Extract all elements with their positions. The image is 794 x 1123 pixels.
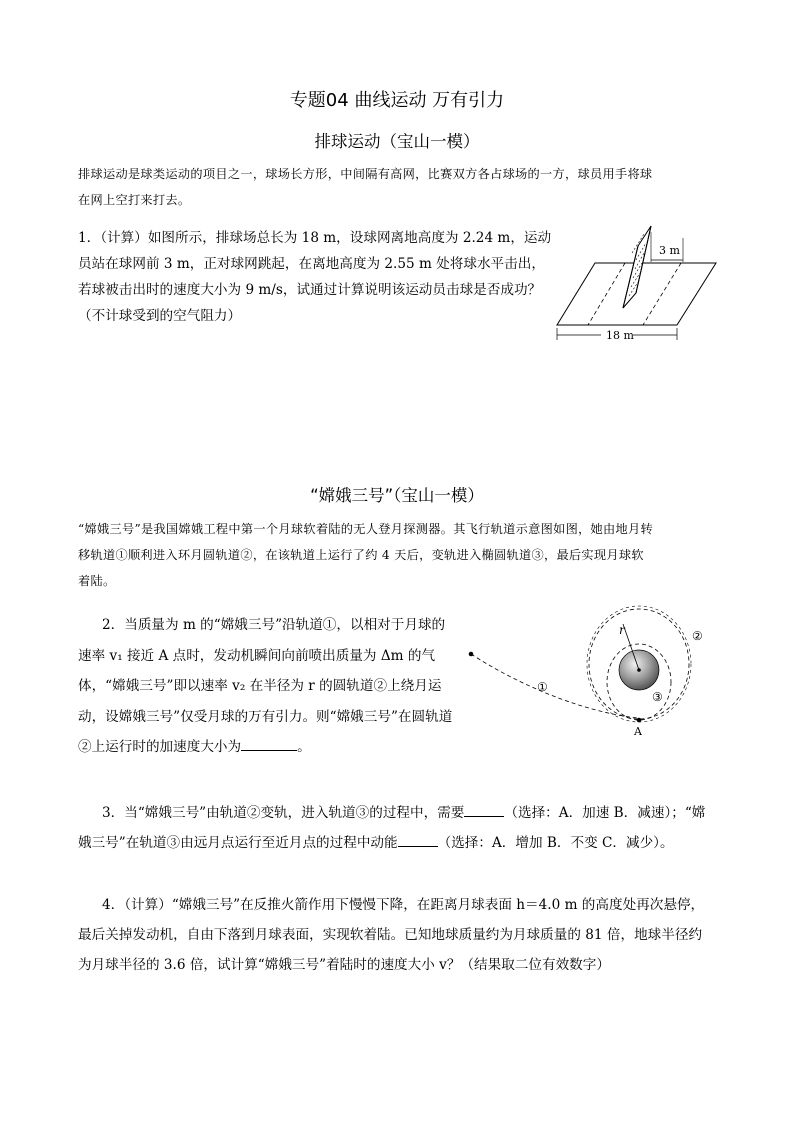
point-A-label: A	[634, 725, 642, 738]
question-text: （选择：A．加速 B．减速）；“嫦	[504, 805, 706, 821]
intro-line: 移轨道①顺利进入环月圆轨道②，在该轨道上运行了约 4 天后，变轨进入椭圆轨道③，最后实现月球软	[78, 548, 644, 562]
intro-line: 在网上空打来打去。	[78, 193, 191, 207]
court-dashed-line-left	[588, 263, 625, 325]
probe-start-dot	[469, 652, 474, 657]
question-line: 若球被击出时的速度大小为 9 m/s，试通过计算说明该运动员击球是否成功？	[78, 282, 542, 298]
question-text: （选择：A．增加 B．不变 C．减少）。	[437, 835, 674, 851]
question-text: ②上运行时的加速度大小为	[78, 739, 242, 755]
intro-line: 着陆。	[78, 574, 116, 588]
court-dashed-line-right	[643, 263, 681, 325]
transfer-orbit-1	[471, 654, 638, 718]
point-A-dot	[637, 718, 642, 723]
question-line: 4．（计算）“嫦娥三号”在反推火箭作用下慢慢下降，在距离月球表面 h＝4.0 m 的高度处再次悬停，	[102, 897, 705, 913]
question-line: 员站在球网前 3 m，正对球网跳起，在离地高度为 2.55 m 处将球水平击出，	[78, 256, 545, 272]
question-text: 娥三号”在轨道③由远月点运行至近月点的过程中动能	[78, 835, 398, 851]
answer-blank[interactable]	[464, 802, 504, 817]
section-intro-change3	[78, 516, 718, 594]
orbit-diagram	[462, 604, 728, 744]
question-line: （不计球受到的空气阻力）	[78, 308, 242, 324]
question-line: 速率 v₁ 接近 A 点时，发动机瞬间向前喷出质量为 Δm 的气	[78, 647, 436, 664]
question-line: 2．当质量为 m 的“嫦娥三号”沿轨道①，以相对于月球的	[102, 617, 446, 633]
orbit-label-3: ③	[652, 690, 663, 704]
intro-line: “嫦娥三号”是我国嫦娥工程中第一个月球软着陆的无人登月探测器。其飞行轨道示意图如图，她由地月转	[78, 522, 653, 536]
page-title: 专题04 曲线运动 万有引力	[289, 90, 505, 111]
question-line: 最后关掉发动机，自由下落到月球表面，实现软着陆。已知地球质量约为月球质量的 81 倍，地球半径约	[78, 927, 703, 943]
question-line: 为月球半径的 3.6 倍，试计算“嫦娥三号”着陆时的速度大小 v？（结果取二位有效数字）	[78, 957, 610, 973]
question-line: 体，“嫦娥三号”即以速率 v₂ 在半径为 r 的圆轨道②上绕月运	[78, 678, 442, 694]
intro-line: 排球运动是球类运动的项目之一，球场长方形，中间隔有高网，比赛双方各占球场的一方，球员用手将球	[78, 167, 653, 181]
radius-label: r	[619, 623, 625, 637]
question-1	[78, 225, 558, 329]
answer-blank[interactable]	[241, 736, 297, 751]
orbit-label-2: ②	[692, 629, 703, 643]
question-line: 1．（计算）如图所示，排球场总长为 18 m，设球网离地高度为 2.24 m，运动	[78, 230, 552, 246]
question-line	[78, 798, 738, 828]
question-end: 。	[297, 739, 311, 755]
question-text: 3．当“嫦娥三号”由轨道②变轨，进入轨道③的过程中，需要	[102, 805, 465, 821]
question-line	[78, 828, 738, 858]
section-heading-volleyball: 排球运动（宝山一模）	[314, 132, 480, 151]
question-line-last	[78, 732, 468, 763]
section-heading-change3: “嫦娥三号”（宝山一模）	[310, 486, 484, 505]
question-3	[78, 798, 738, 858]
question-line: 动，设嫦娥三号”仅受月球的万有引力。则“嫦娥三号”在圆轨道	[78, 708, 453, 725]
question-4	[78, 890, 738, 980]
section-intro-volleyball	[78, 161, 718, 213]
volleyball-net	[623, 226, 651, 308]
volleyball-court-figure	[555, 224, 725, 346]
answer-blank[interactable]	[398, 832, 438, 847]
label-18m: 18 m	[606, 329, 634, 342]
orbit-label-1: ①	[537, 680, 548, 694]
question-2	[78, 610, 468, 763]
label-3m: 3 m	[659, 244, 680, 257]
